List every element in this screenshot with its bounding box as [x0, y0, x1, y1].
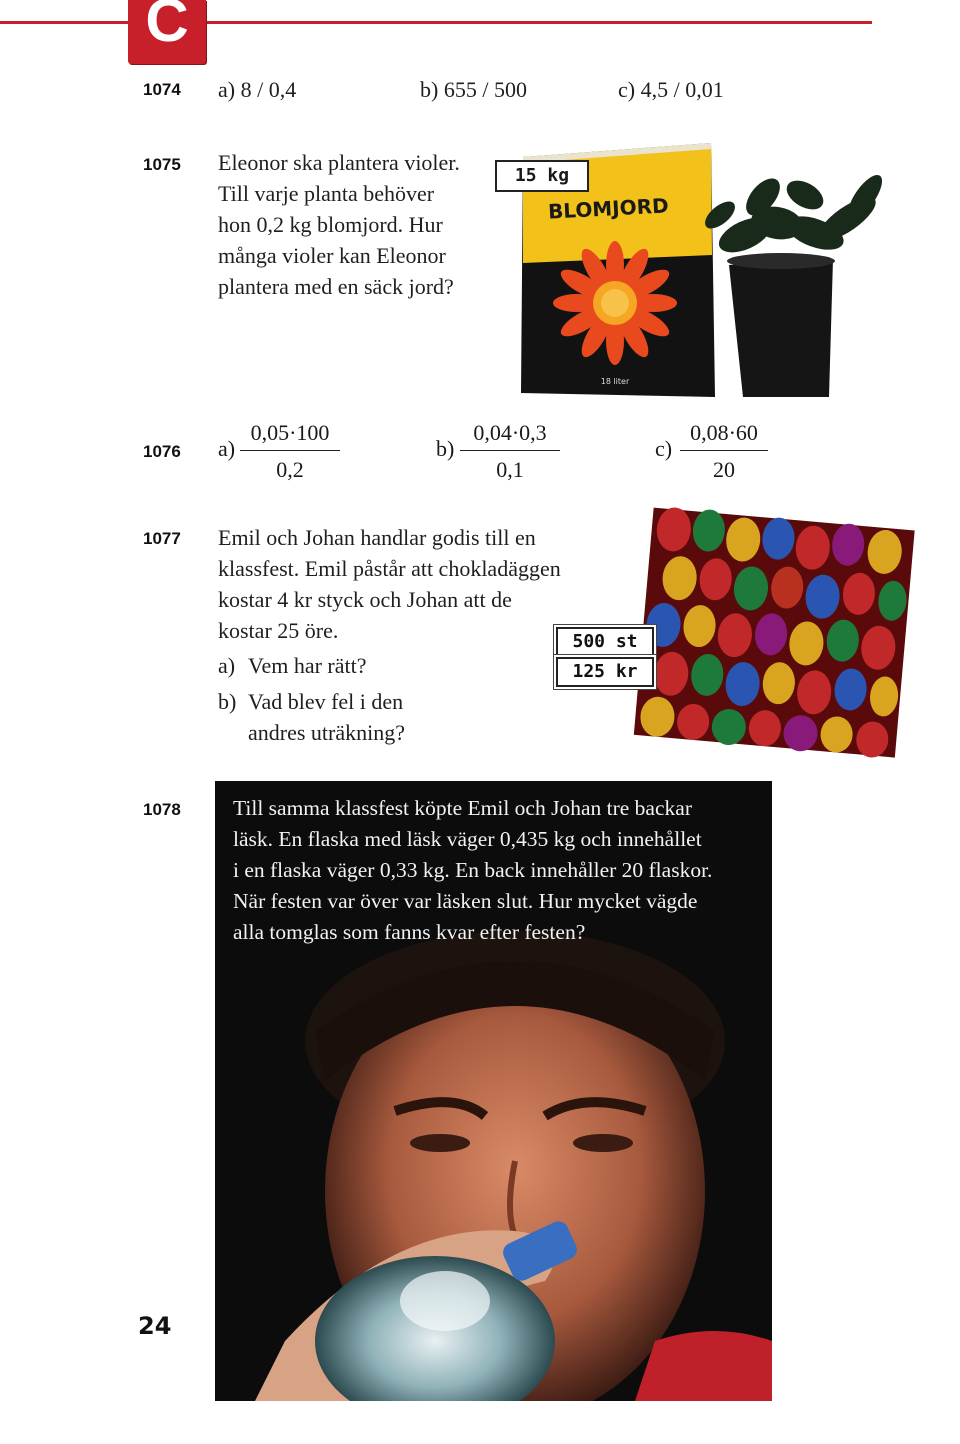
chapter-tab [128, 0, 206, 64]
chapter-tab-letter: C [145, 0, 189, 54]
problem-number-1074: 1074 [143, 80, 181, 99]
problem-1077-question-a: Vem har rätt? [248, 653, 367, 678]
fraction-numerator: 0,04·0,3 [460, 420, 560, 451]
problem-1076-c-label: c) [655, 436, 673, 461]
fraction-numerator: 0,05·100 [240, 420, 340, 451]
fraction-denominator: 0,2 [276, 457, 304, 482]
text-line: plantera med en säck jord? [218, 274, 454, 299]
fraction-1076-a [240, 420, 340, 483]
page-number: 24 [138, 1312, 172, 1340]
text-line: klassfest. Emil påstår att chokladäggen [218, 556, 561, 581]
problem-1075-text [218, 147, 460, 302]
text-line: alla tomglas som fanns kvar efter festen? [233, 920, 586, 944]
text-line: Vad blev fel i den [248, 689, 404, 714]
problem-1074-part-a: a) 8 / 0,4 [218, 77, 297, 102]
problem-number-1075: 1075 [143, 155, 181, 174]
text-line: När festen var över var läsken slut. Hur mycket vägde [233, 889, 698, 913]
chocolate-eggs-photo [615, 498, 920, 773]
fraction-denominator: 20 [713, 457, 735, 482]
problem-number-1078: 1078 [143, 800, 181, 819]
text-line: kostar 4 kr styck och Johan att de [218, 587, 512, 612]
problem-1077-question-b [248, 686, 405, 748]
text-line: hon 0,2 kg blomjord. Hur [218, 212, 443, 237]
problem-1077-question-b-label: b) [218, 689, 237, 714]
problem-1074-part-b: b) 655 / 500 [420, 77, 527, 102]
text-line: kostar 25 öre. [218, 618, 339, 643]
text-line: Emil och Johan handlar godis till en [218, 525, 536, 550]
problem-1076-b-label: b) [436, 436, 455, 461]
problem-1077-question-a-label: a) [218, 653, 236, 678]
text-line: läsk. En flaska med läsk väger 0,435 kg och innehållet [233, 827, 702, 851]
text-line: Till varje planta behöver [218, 181, 435, 206]
text-line: många violer kan Eleonor [218, 243, 446, 268]
problem-1076-a-label: a) [218, 436, 236, 461]
fraction-numerator: 0,08·60 [680, 420, 768, 451]
fraction-1076-b [460, 420, 560, 483]
text-line: i en flaska väger 0,33 kg. En back innehåller 20 flaskor. [233, 858, 713, 882]
text-line: Eleonor ska plantera violer. [218, 150, 460, 175]
problem-number-1076: 1076 [143, 442, 181, 461]
fraction-denominator: 0,1 [496, 457, 524, 482]
problem-1074-part-c: c) 4,5 / 0,01 [618, 77, 724, 102]
bag-volume-label: 18 liter [600, 377, 630, 386]
fraction-1076-c [680, 420, 768, 483]
problem-number-1077: 1077 [143, 529, 181, 548]
egg-price-label: 125 kr [556, 657, 654, 687]
text-line: andres uträkning? [248, 720, 405, 745]
problem-1078-text [233, 793, 763, 948]
bag-brand-label: BLOMJORD [547, 193, 670, 224]
text-line: Till samma klassfest köpte Emil och Johan tre backar [233, 796, 692, 820]
egg-count-label: 500 st [556, 627, 654, 657]
problem-1077-text [218, 522, 561, 646]
bag-weight-label: 15 kg [495, 160, 589, 192]
